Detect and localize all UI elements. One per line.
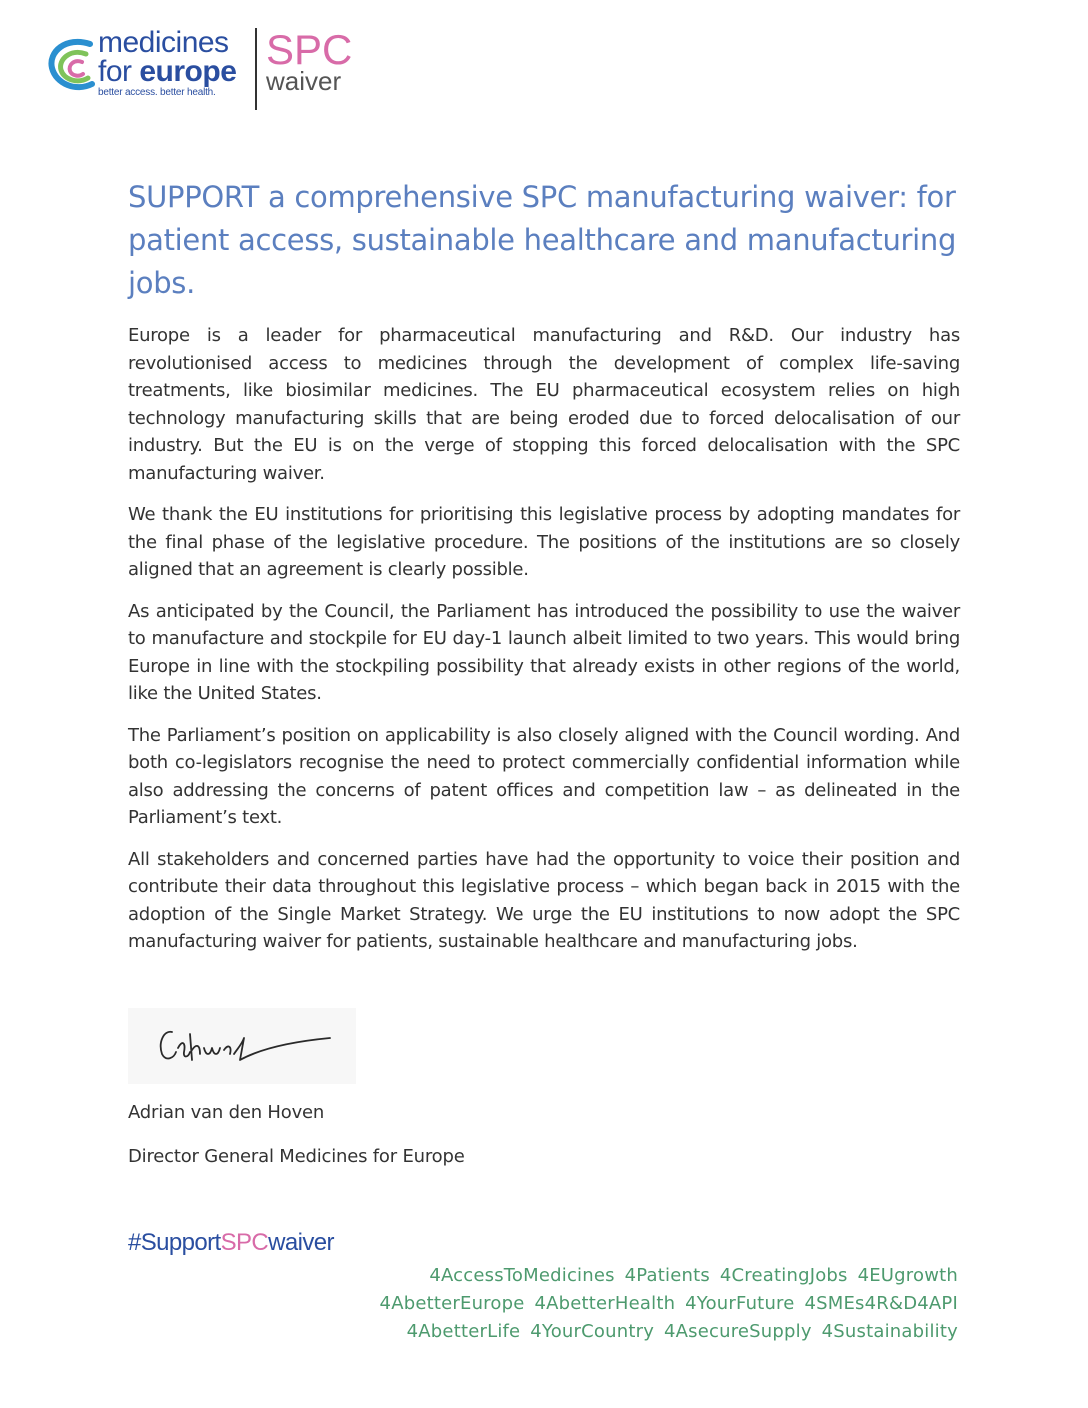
tag: 4AsecureSupply bbox=[663, 1321, 812, 1342]
tag: 4AccessToMedicines bbox=[429, 1265, 615, 1286]
logo-word-europe: europe bbox=[139, 55, 237, 88]
logo-line-medicines: medicines bbox=[98, 26, 229, 59]
logo-line-for-europe bbox=[98, 57, 236, 86]
hashtag-part-support: #Support bbox=[128, 1229, 221, 1256]
campaign-hashtag bbox=[128, 1229, 334, 1257]
letter-body bbox=[128, 322, 960, 970]
tag-line bbox=[380, 1262, 958, 1290]
logo-wordmark bbox=[98, 28, 236, 98]
tag-line bbox=[380, 1318, 958, 1346]
handwritten-signature bbox=[128, 1008, 356, 1084]
logo-tagline: better access. better health. bbox=[98, 87, 216, 98]
signatory-name: Adrian van den Hoven bbox=[128, 1102, 325, 1123]
tag: 4YourCountry bbox=[530, 1321, 655, 1342]
logo-word-for: for bbox=[98, 55, 132, 88]
tag: 4Sustainability bbox=[821, 1321, 958, 1342]
signature-icon bbox=[128, 1008, 356, 1084]
campaign-tags bbox=[380, 1262, 958, 1346]
page-title: SUPPORT a comprehensive SPC manufacturing waiver: for patient access, sustainable healthcare and manufacturing jobs. bbox=[128, 180, 957, 300]
tag: 4AbetterLife bbox=[406, 1321, 521, 1342]
logo-swirl-icon bbox=[46, 34, 96, 94]
paragraph-5: All stakeholders and concerned parties have had the opportunity to voice their position and contribute their data throughout this legislative process – which began back in 2015 with the adoption of the Single Market Strategy. We urge the EU institutions to now adopt the SPC manufacturing waiver for patients, sustainable healthcare and manufacturing jobs. bbox=[128, 848, 960, 952]
tag: 4CreatingJobs bbox=[719, 1265, 848, 1286]
tag: 4AbetterEurope bbox=[379, 1293, 525, 1314]
paragraph-2: We thank the EU institutions for prioritising this legislative process by adopting mandates for the final phase of the legislative procedure. The positions of the institutions are so closely aligned that an agreement is clearly possible. bbox=[128, 504, 960, 580]
logo-divider bbox=[255, 28, 257, 110]
hashtag-part-spc: SPC bbox=[220, 1229, 269, 1256]
spc-waiver-sub: waiver bbox=[266, 66, 342, 96]
tag: 4YourFuture bbox=[685, 1293, 795, 1314]
signatory-role: Director General Medicines for Europe bbox=[128, 1146, 465, 1167]
spc-waiver-mark bbox=[266, 26, 353, 96]
medicines-for-europe-logo bbox=[46, 26, 376, 116]
tag-line bbox=[380, 1290, 958, 1318]
tag: 4EUgrowth bbox=[857, 1265, 958, 1286]
hashtag-part-waiver: waiver bbox=[268, 1229, 334, 1256]
tag: 4Patients bbox=[624, 1265, 710, 1286]
paragraph-3: As anticipated by the Council, the Parliament has introduced the possibility to use the waiver to manufacture and stockpile for EU day-1 launch albeit limited to two years. This would bring Europe in line with the stockpiling possibility that already exists in other regions of the world, like the United States. bbox=[128, 600, 960, 704]
tag: 4AbetterHealth bbox=[534, 1293, 676, 1314]
tag: 4SMEs4R&D4API bbox=[804, 1293, 958, 1314]
spc-title: SPC bbox=[266, 26, 353, 73]
paragraph-1: Europe is a leader for pharmaceutical manufacturing and R&D. Our industry has revolutionised access to medicines through the development of complex life-saving treatments, like biosimilar medicines. The EU pharmaceutical ecosystem relies on high technology manufacturing skills that are being eroded due to forced delocalisation of our industry. But the EU is on the verge of stopping this forced delocalisation with the SPC manufacturing waiver. bbox=[128, 325, 960, 484]
paragraph-4: The Parliament’s position on applicability is also closely aligned with the Council wording. And both co-legislators recognise the need to protect commercially confidential information while also addressing the concerns of patent offices and competition law – as delineated in the Parliament’s text. bbox=[128, 724, 960, 828]
